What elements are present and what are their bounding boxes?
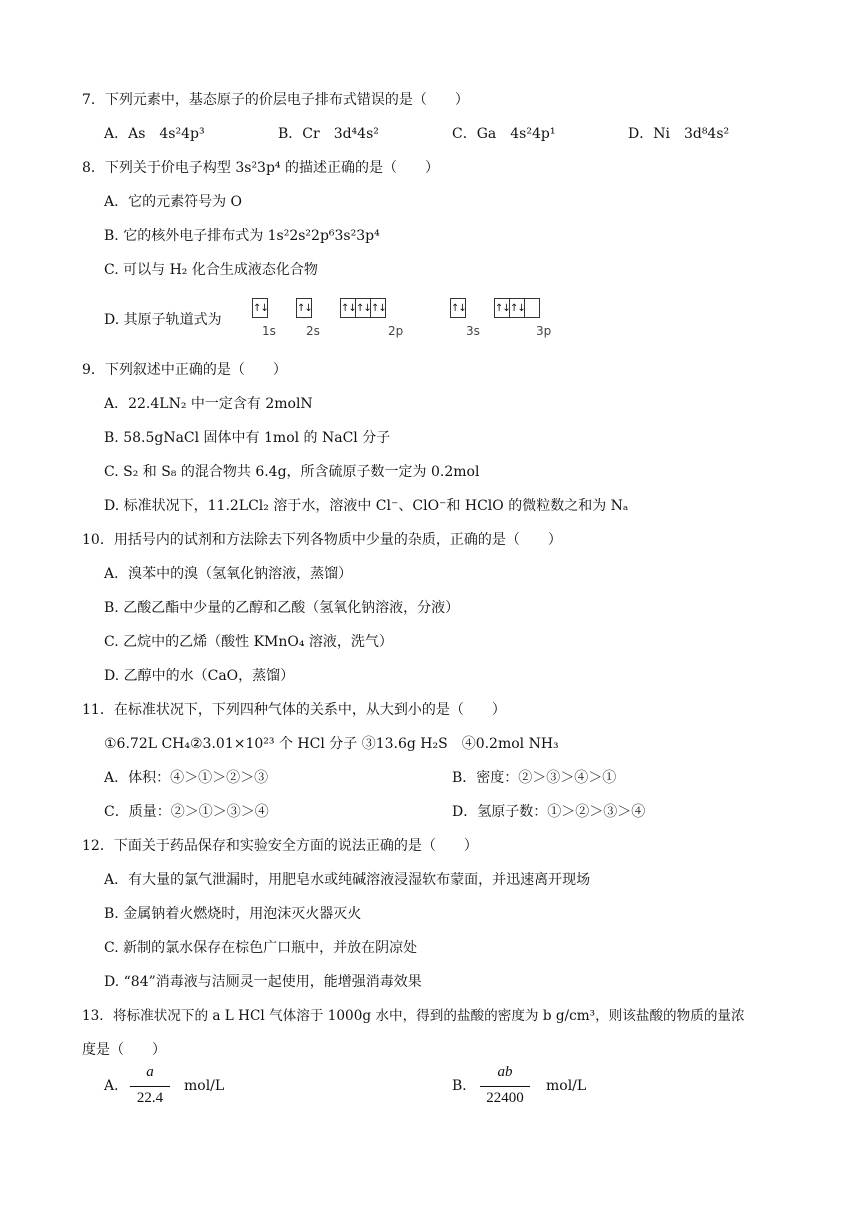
q11-option-b: B．密度：②＞③＞④＞① bbox=[452, 770, 617, 786]
orbital-box: ↑↓ bbox=[340, 298, 356, 318]
fraction-numerator: a bbox=[146, 1064, 154, 1080]
q10-option-d: D. 乙醇中的水（CaO，蒸馏） bbox=[104, 668, 295, 684]
q10-option-b: B. 乙酸乙酯中少量的乙醇和乙酸（氢氧化钠溶液，分液） bbox=[104, 600, 460, 616]
fraction-numerator: ab bbox=[497, 1064, 513, 1080]
q9-option-c: C. S₂ 和 S₈ 的混合物共 6.4g，所含硫原子数一定为 0.2mol bbox=[104, 464, 480, 480]
q11-option-c: C．质量：②＞①＞③＞④ bbox=[104, 804, 269, 820]
q12-option-b: B. 金属钠着火燃烧时，用泡沫灭火器灭火 bbox=[104, 906, 362, 922]
orbital-box: ↑↓ bbox=[370, 298, 386, 318]
orbital-box bbox=[524, 298, 540, 318]
fraction-denominator: 22400 bbox=[486, 1090, 524, 1106]
q8-option-d: D. 其原子轨道式为 bbox=[104, 312, 222, 328]
orbital-box: ↑↓ bbox=[296, 298, 312, 318]
q11-option-d: D．氢原子数：①＞②＞③＞④ bbox=[452, 804, 646, 820]
q13-option-b-unit: mol/L bbox=[546, 1078, 587, 1094]
q8-stem: 8．下列关于价电子构型 3s²3p⁴ 的描述正确的是（ ） bbox=[82, 160, 439, 176]
orbital-box: ↑↓ bbox=[252, 298, 268, 318]
q13-option-a-label: A． bbox=[104, 1078, 129, 1094]
q12-option-a: A．有大量的氯气泄漏时，用肥皂水或纯碱溶液浸湿软布蒙面，并迅速离开现场 bbox=[104, 872, 591, 888]
q13-option-b-label: B． bbox=[452, 1078, 477, 1094]
q10-option-a: A．溴苯中的溴（氢氧化钠溶液，蒸馏） bbox=[104, 566, 353, 582]
orbital-box: ↑↓ bbox=[450, 298, 466, 318]
q7-option-c: C．Ga 4s²4p¹ bbox=[452, 126, 556, 142]
q8-option-a: A．它的元素符号为 O bbox=[104, 194, 243, 210]
orbital-label: 3p bbox=[536, 324, 552, 338]
q11-stem: 11．在标准状况下，下列四种气体的关系中，从大到小的是（ ） bbox=[82, 702, 506, 718]
orbital-1s bbox=[252, 298, 268, 318]
orbital-2s bbox=[296, 298, 312, 318]
q12-option-d: D. “84”消毒液与洁厕灵一起使用，能增强消毒效果 bbox=[104, 974, 422, 990]
q7-stem: 7．下列元素中，基态原子的价层电子排布式错误的是（ ） bbox=[82, 92, 469, 108]
q10-option-c: C. 乙烷中的乙烯（酸性 KMnO₄ 溶液，洗气） bbox=[104, 634, 393, 650]
q13-stem-line2: 度是（ ） bbox=[82, 1042, 166, 1058]
orbital-box: ↑↓ bbox=[355, 298, 371, 318]
orbital-box: ↑↓ bbox=[509, 298, 525, 318]
orbital-label: 3s bbox=[466, 324, 480, 338]
orbital-label: 2s bbox=[306, 324, 320, 338]
fraction-denominator: 22.4 bbox=[136, 1090, 164, 1106]
q12-stem: 12．下面关于药品保存和实验安全方面的说法正确的是（ ） bbox=[82, 838, 478, 854]
orbital-label: 1s bbox=[262, 324, 276, 338]
orbital-2p bbox=[340, 298, 386, 318]
q7-option-b: B．Cr 3d⁴4s² bbox=[278, 126, 379, 142]
q13-option-a-fraction bbox=[130, 1064, 170, 1112]
q9-option-b: B. 58.5gNaCl 固体中有 1mol 的 NaCl 分子 bbox=[104, 430, 391, 446]
q7-option-d: D．Ni 3d⁸4s² bbox=[628, 126, 730, 142]
q11-items: ①6.72L CH₄②3.01×10²³ 个 HCl 分子 ③13.6g H₂S ④0.2mol NH₃ bbox=[104, 736, 559, 752]
q9-option-a: A．22.4LN₂ 中一定含有 2molN bbox=[104, 396, 313, 412]
q13-option-b-fraction bbox=[480, 1064, 530, 1112]
orbital-3s bbox=[450, 298, 466, 318]
q8-option-b: B. 它的核外电子排布式为 1s²2s²2p⁶3s²3p⁴ bbox=[104, 228, 380, 244]
fraction-bar bbox=[480, 1086, 530, 1087]
orbital-3p bbox=[494, 298, 540, 318]
q13-option-a-unit: mol/L bbox=[184, 1078, 225, 1094]
q10-stem: 10．用括号内的试剂和方法除去下列各物质中少量的杂质，正确的是（ ） bbox=[82, 532, 562, 548]
orbital-box: ↑↓ bbox=[494, 298, 510, 318]
q7-option-a: A．As 4s²4p³ bbox=[104, 126, 205, 142]
q12-option-c: C. 新制的氯水保存在棕色广口瓶中，并放在阴凉处 bbox=[104, 940, 418, 956]
q8-option-c: C. 可以与 H₂ 化合生成液态化合物 bbox=[104, 262, 318, 278]
q9-option-d: D. 标准状况下，11.2LCl₂ 溶于水，溶液中 Cl⁻、ClO⁻和 HClO 的微粒数之和为 Nₐ bbox=[104, 498, 629, 514]
orbital-label: 2p bbox=[388, 324, 404, 338]
q13-stem-line1: 13．将标准状况下的 a L HCl 气体溶于 1000g 水中，得到的盐酸的密度为 b g/cm³，则该盐酸的物质的量浓 bbox=[82, 1008, 745, 1024]
q9-stem: 9．下列叙述中正确的是（ ） bbox=[82, 362, 287, 378]
fraction-bar bbox=[130, 1086, 170, 1087]
q11-option-a: A．体积：④＞①＞②＞③ bbox=[104, 770, 269, 786]
